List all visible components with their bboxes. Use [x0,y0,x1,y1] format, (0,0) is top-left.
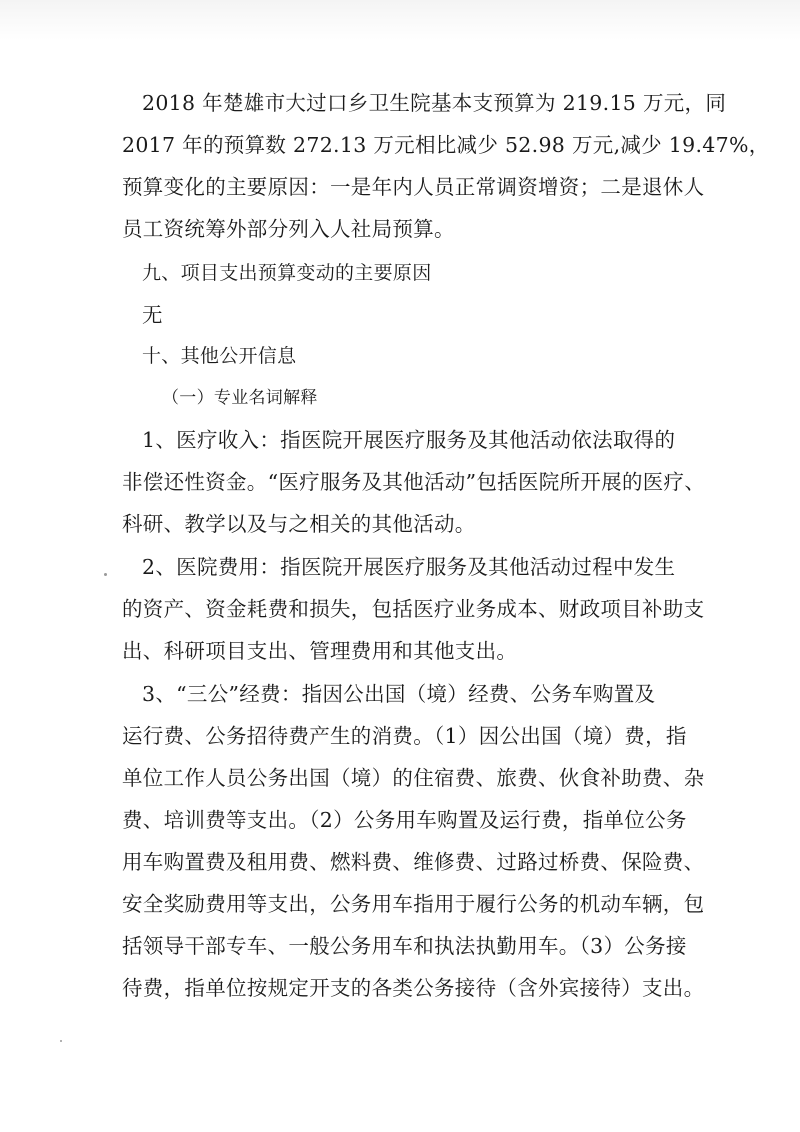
item-3-line-3: 单位工作人员公务出国（境）的住宿费、旅费、伙食补助费、杂 [122,766,705,790]
item-1-line-2: 非偿还性资金。“医疗服务及其他活动”包括医院所开展的医疗、 [122,470,706,494]
budget-line-3: 预算变化的主要原因：一是年内人员正常调资增资；二是退休人 [122,175,705,199]
section-ten-subheading: （一）专业名词解释 [162,388,318,408]
item-3-line-7: 括领导干部专车、一般公务用车和执法执勤用车。（3）公务接 [122,934,687,958]
section-ten-heading: 十、其他公开信息 [142,345,297,367]
scan-speck [60,1040,62,1042]
item-2-line-3: 出、科研项目支出、管理费用和其他支出。 [122,639,518,663]
item-3-line-5: 用车购置费及租用费、燃料费、维修费、过路过桥费、保险费、 [122,850,705,874]
item-1-line-3: 科研、教学以及与之相关的其他活动。 [122,512,476,536]
item-3-line-8: 待费，指单位按规定开支的各类公务接待（含外宾接待）支出。 [122,976,705,1000]
budget-line-1: 2018 年楚雄市大过口乡卫生院基本支预算为 219.15 万元，同 [142,91,727,115]
scan-speck [104,573,107,576]
item-2-line-2: 的资产、资金耗费和损失，包括医疗业务成本、财政项目补助支 [122,597,705,621]
section-nine-body: 无 [142,303,163,327]
section-nine-heading: 九、项目支出预算变动的主要原因 [142,262,432,284]
budget-line-4: 员工资统筹外部分列入人社局预算。 [122,217,455,241]
item-1-line-1: 1、医疗收入：指医院开展医疗服务及其他活动依法取得的 [142,428,676,452]
item-3-line-6: 安全奖励费用等支出，公务用车指用于履行公务的机动车辆，包 [122,892,705,916]
item-3-line-2: 运行费、公务招待费产生的消费。（1）因公出国（境）费，指 [122,724,687,748]
budget-line-2: 2017 年的预算数 272.13 万元相比减少 52.98 万元,减少 19.47%， [122,133,770,157]
item-3-line-1: 3、“三公”经费：指因公出国（境）经费、公务车购置及 [142,682,656,706]
item-3-line-4: 费、培训费等支出。（2）公务用车购置及运行费，指单位公务 [122,808,687,832]
item-2-line-1: 2、医院费用：指医院开展医疗服务及其他活动过程中发生 [142,555,676,579]
